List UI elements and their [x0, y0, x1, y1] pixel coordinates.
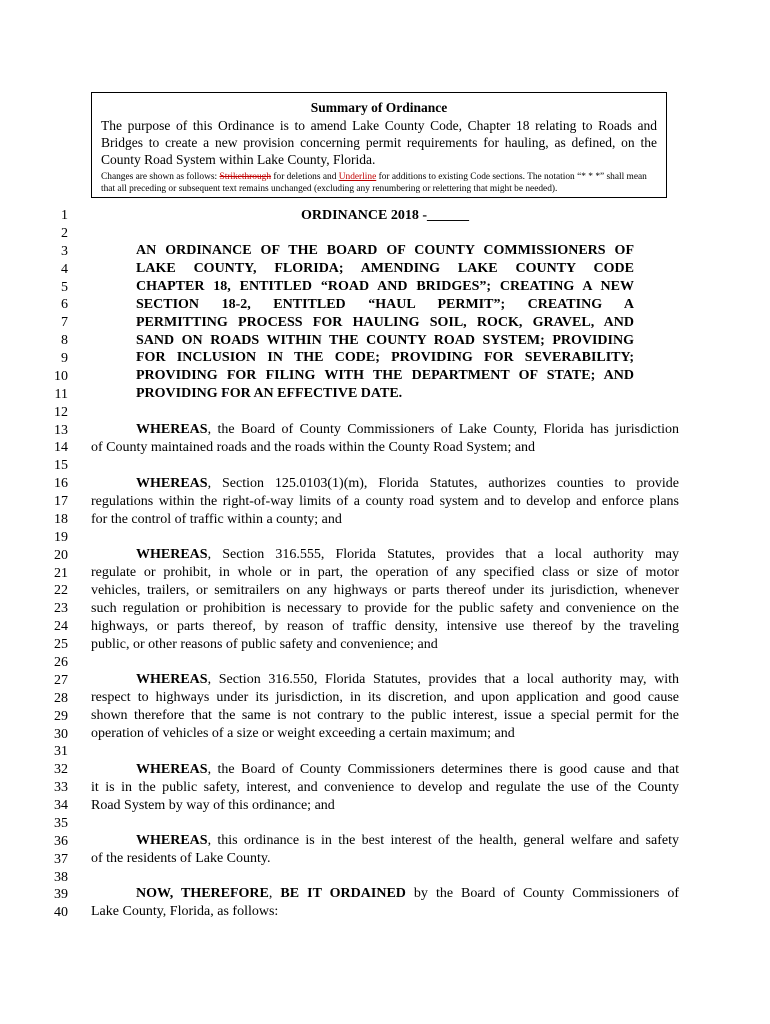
line-number: 37: [54, 851, 68, 867]
para-row: vehicles, trailers, or semitrailers on any highways or parts thereof under its jurisdiction, whenever: [91, 583, 679, 598]
para-row: of County maintained roads and the roads within the County Road System; and: [91, 440, 536, 455]
line-number: 19: [54, 529, 68, 545]
line-number: 3: [61, 243, 68, 259]
whereas-paragraph-3: [91, 546, 679, 654]
summary-title: Summary of Ordinance: [310, 100, 448, 115]
note-underline-sample: Underline: [338, 172, 377, 182]
summary-body: The purpose of this Ordinance is to amend Lake County Code, Chapter 18 relating to Roads and Bridges to create a new provision concerning permit requirements for hauling, as defined, on the County Road System within Lake County, Florida.: [101, 118, 657, 167]
ordinance-title: [136, 242, 634, 403]
summary-box: [91, 92, 667, 198]
ordained-paragraph: [91, 885, 679, 921]
title-line: LAKE COUNTY, FLORIDA; AMENDING LAKE COUNTY CODE: [136, 260, 634, 276]
whereas-label: WHEREAS: [136, 547, 208, 562]
line-number: 1: [61, 208, 68, 223]
line-number: 24: [54, 619, 68, 635]
para-row: highways, or parts thereof, by reason of traffic density, intensive use thereof by the traveling: [91, 619, 679, 634]
title-line: SAND ON ROADS WITHIN THE COUNTY ROAD SYSTEM; PROVIDING: [136, 332, 634, 348]
whereas-label: WHEREAS: [136, 762, 208, 777]
para-row: for the control of traffic within a county; and: [91, 512, 342, 527]
para-row: it is in the public safety, interest, and convenience to develop and regulate the use of the County: [91, 780, 679, 795]
line-number: 20: [54, 547, 68, 563]
para-row: public, or other reasons of public safety and convenience; and: [91, 637, 438, 652]
para-row: regulations within the right-of-way limits of a county road system and to develop and enforce plans: [91, 494, 679, 509]
para-row: regulate or prohibit, in whole or in part, the operation of any specified class or size of motor: [91, 565, 679, 580]
whereas-paragraph-5: [91, 761, 679, 815]
line-number: 40: [54, 905, 68, 921]
note-mid: for deletions and: [271, 172, 339, 182]
line-number: 38: [54, 869, 68, 885]
line-number: 31: [54, 744, 68, 760]
whereas-paragraph-4: [91, 671, 679, 743]
line-number: 29: [54, 708, 68, 724]
para-row: shown therefore that the same is not contrary to the public interest, issue a special permit for the: [91, 708, 679, 723]
whereas-label: WHEREAS: [136, 476, 208, 491]
line-number: 33: [54, 780, 68, 796]
line-number: 23: [54, 601, 68, 617]
para-lead: , Section 316.550, Florida Statutes, provides that a local authority may, with: [207, 672, 679, 687]
line-number: 25: [54, 637, 68, 653]
para-lead: , Section 125.0103(1)(m), Florida Statutes, authorizes counties to provide: [207, 476, 679, 491]
para-row: Road System by way of this ordinance; and: [91, 798, 335, 813]
para-row: operation of vehicles of a size or weight exceeding a certain maximum; and: [91, 726, 515, 741]
para-lead: , Section 316.555, Florida Statutes, provides that a local authority may: [207, 547, 679, 562]
para-first-row: [91, 671, 679, 689]
title-line: PROVIDING FOR AN EFFECTIVE DATE.: [136, 386, 403, 402]
line-number: 4: [61, 261, 68, 277]
para-first-row: [91, 885, 679, 903]
line-number: 10: [54, 368, 68, 384]
para-lead: , the Board of County Commissioners determines there is good cause and that: [207, 762, 679, 777]
line-number: 36: [54, 833, 68, 849]
line-number: 22: [54, 583, 68, 599]
para-first-row: [91, 832, 679, 850]
para-row: respect to highways under its jurisdiction, in its discretion, and upon application and good cause: [91, 690, 679, 705]
title-line: SECTION 18-2, ENTITLED “HAUL PERMIT”; CREATING A: [136, 296, 634, 312]
para-row: of the residents of Lake County.: [91, 851, 271, 866]
whereas-label: WHEREAS: [136, 672, 208, 687]
para-first-row: [91, 475, 679, 493]
para-first-row: [91, 761, 679, 779]
line-number: 35: [54, 815, 68, 831]
line-number: 2: [61, 225, 68, 241]
para-lead: by the Board of County Commissioners of: [405, 886, 680, 901]
line-number: 12: [54, 404, 68, 420]
note-prefix: Changes are shown as follows:: [101, 172, 220, 182]
line-number: 39: [54, 887, 68, 903]
para-sep: ,: [268, 886, 281, 901]
line-number: 27: [54, 672, 68, 688]
title-line: PROVIDING FOR FILING WITH THE DEPARTMENT OF STATE; AND: [136, 368, 634, 384]
line-number: 34: [54, 798, 68, 814]
line-number: 9: [61, 351, 68, 367]
ordinance-heading: ORDINANCE 2018 -______: [301, 208, 469, 223]
para-first-row: [91, 421, 679, 439]
whereas-paragraph-2: [91, 475, 679, 529]
para-lead: , the Board of County Commissioners of Lake County, Florida has jurisdiction: [207, 422, 679, 437]
whereas-paragraph-1: [91, 421, 679, 457]
para-row: such regulation or prohibition is necessary to provide for the public safety and convenience on the: [91, 601, 679, 616]
now-therefore-label: NOW, THEREFORE: [136, 886, 269, 901]
note-suffix: for additions to existing Code sections. The notation “* * *” shall mean that all preceding or subsequent text remains unchanged (excluding any renumbering or relettering that might be needed).: [101, 172, 647, 194]
line-number: 15: [54, 458, 68, 474]
line-number: 5: [61, 279, 68, 295]
whereas-paragraph-6: [91, 832, 679, 868]
line-number: 11: [54, 386, 68, 402]
whereas-label: WHEREAS: [136, 422, 208, 437]
para-row: Lake County, Florida, as follows:: [91, 904, 279, 919]
line-number: 17: [54, 494, 68, 510]
line-number: 14: [54, 440, 68, 456]
para-first-row: [91, 546, 679, 564]
line-number: 13: [54, 422, 68, 438]
line-number: 18: [54, 511, 68, 527]
whereas-label: WHEREAS: [136, 833, 208, 848]
line-number: 30: [54, 726, 68, 742]
title-line: CHAPTER 18, ENTITLED “ROAD AND BRIDGES”; CREATING A NEW: [136, 278, 634, 294]
note-strikethrough-sample: Strikethrough: [219, 172, 272, 182]
line-number: 8: [61, 333, 68, 349]
line-number: 7: [61, 315, 68, 331]
title-line: AN ORDINANCE OF THE BOARD OF COUNTY COMMISSIONERS OF: [136, 243, 634, 258]
be-it-ordained-label: BE IT ORDAINED: [280, 886, 406, 901]
title-line: FOR INCLUSION IN THE CODE; PROVIDING FOR SEVERABILITY;: [136, 350, 634, 366]
line-number: 32: [54, 762, 68, 778]
line-number: 16: [54, 476, 68, 492]
line-number: 21: [54, 565, 68, 581]
line-number: 26: [54, 655, 68, 670]
para-lead: , this ordinance is in the best interest of the health, general welfare and safety: [207, 833, 679, 848]
line-number: 28: [54, 690, 68, 706]
summary-note: [101, 171, 657, 195]
line-number: 6: [61, 297, 68, 313]
title-line: PERMITTING PROCESS FOR HAULING SOIL, ROCK, GRAVEL, AND: [136, 314, 634, 330]
